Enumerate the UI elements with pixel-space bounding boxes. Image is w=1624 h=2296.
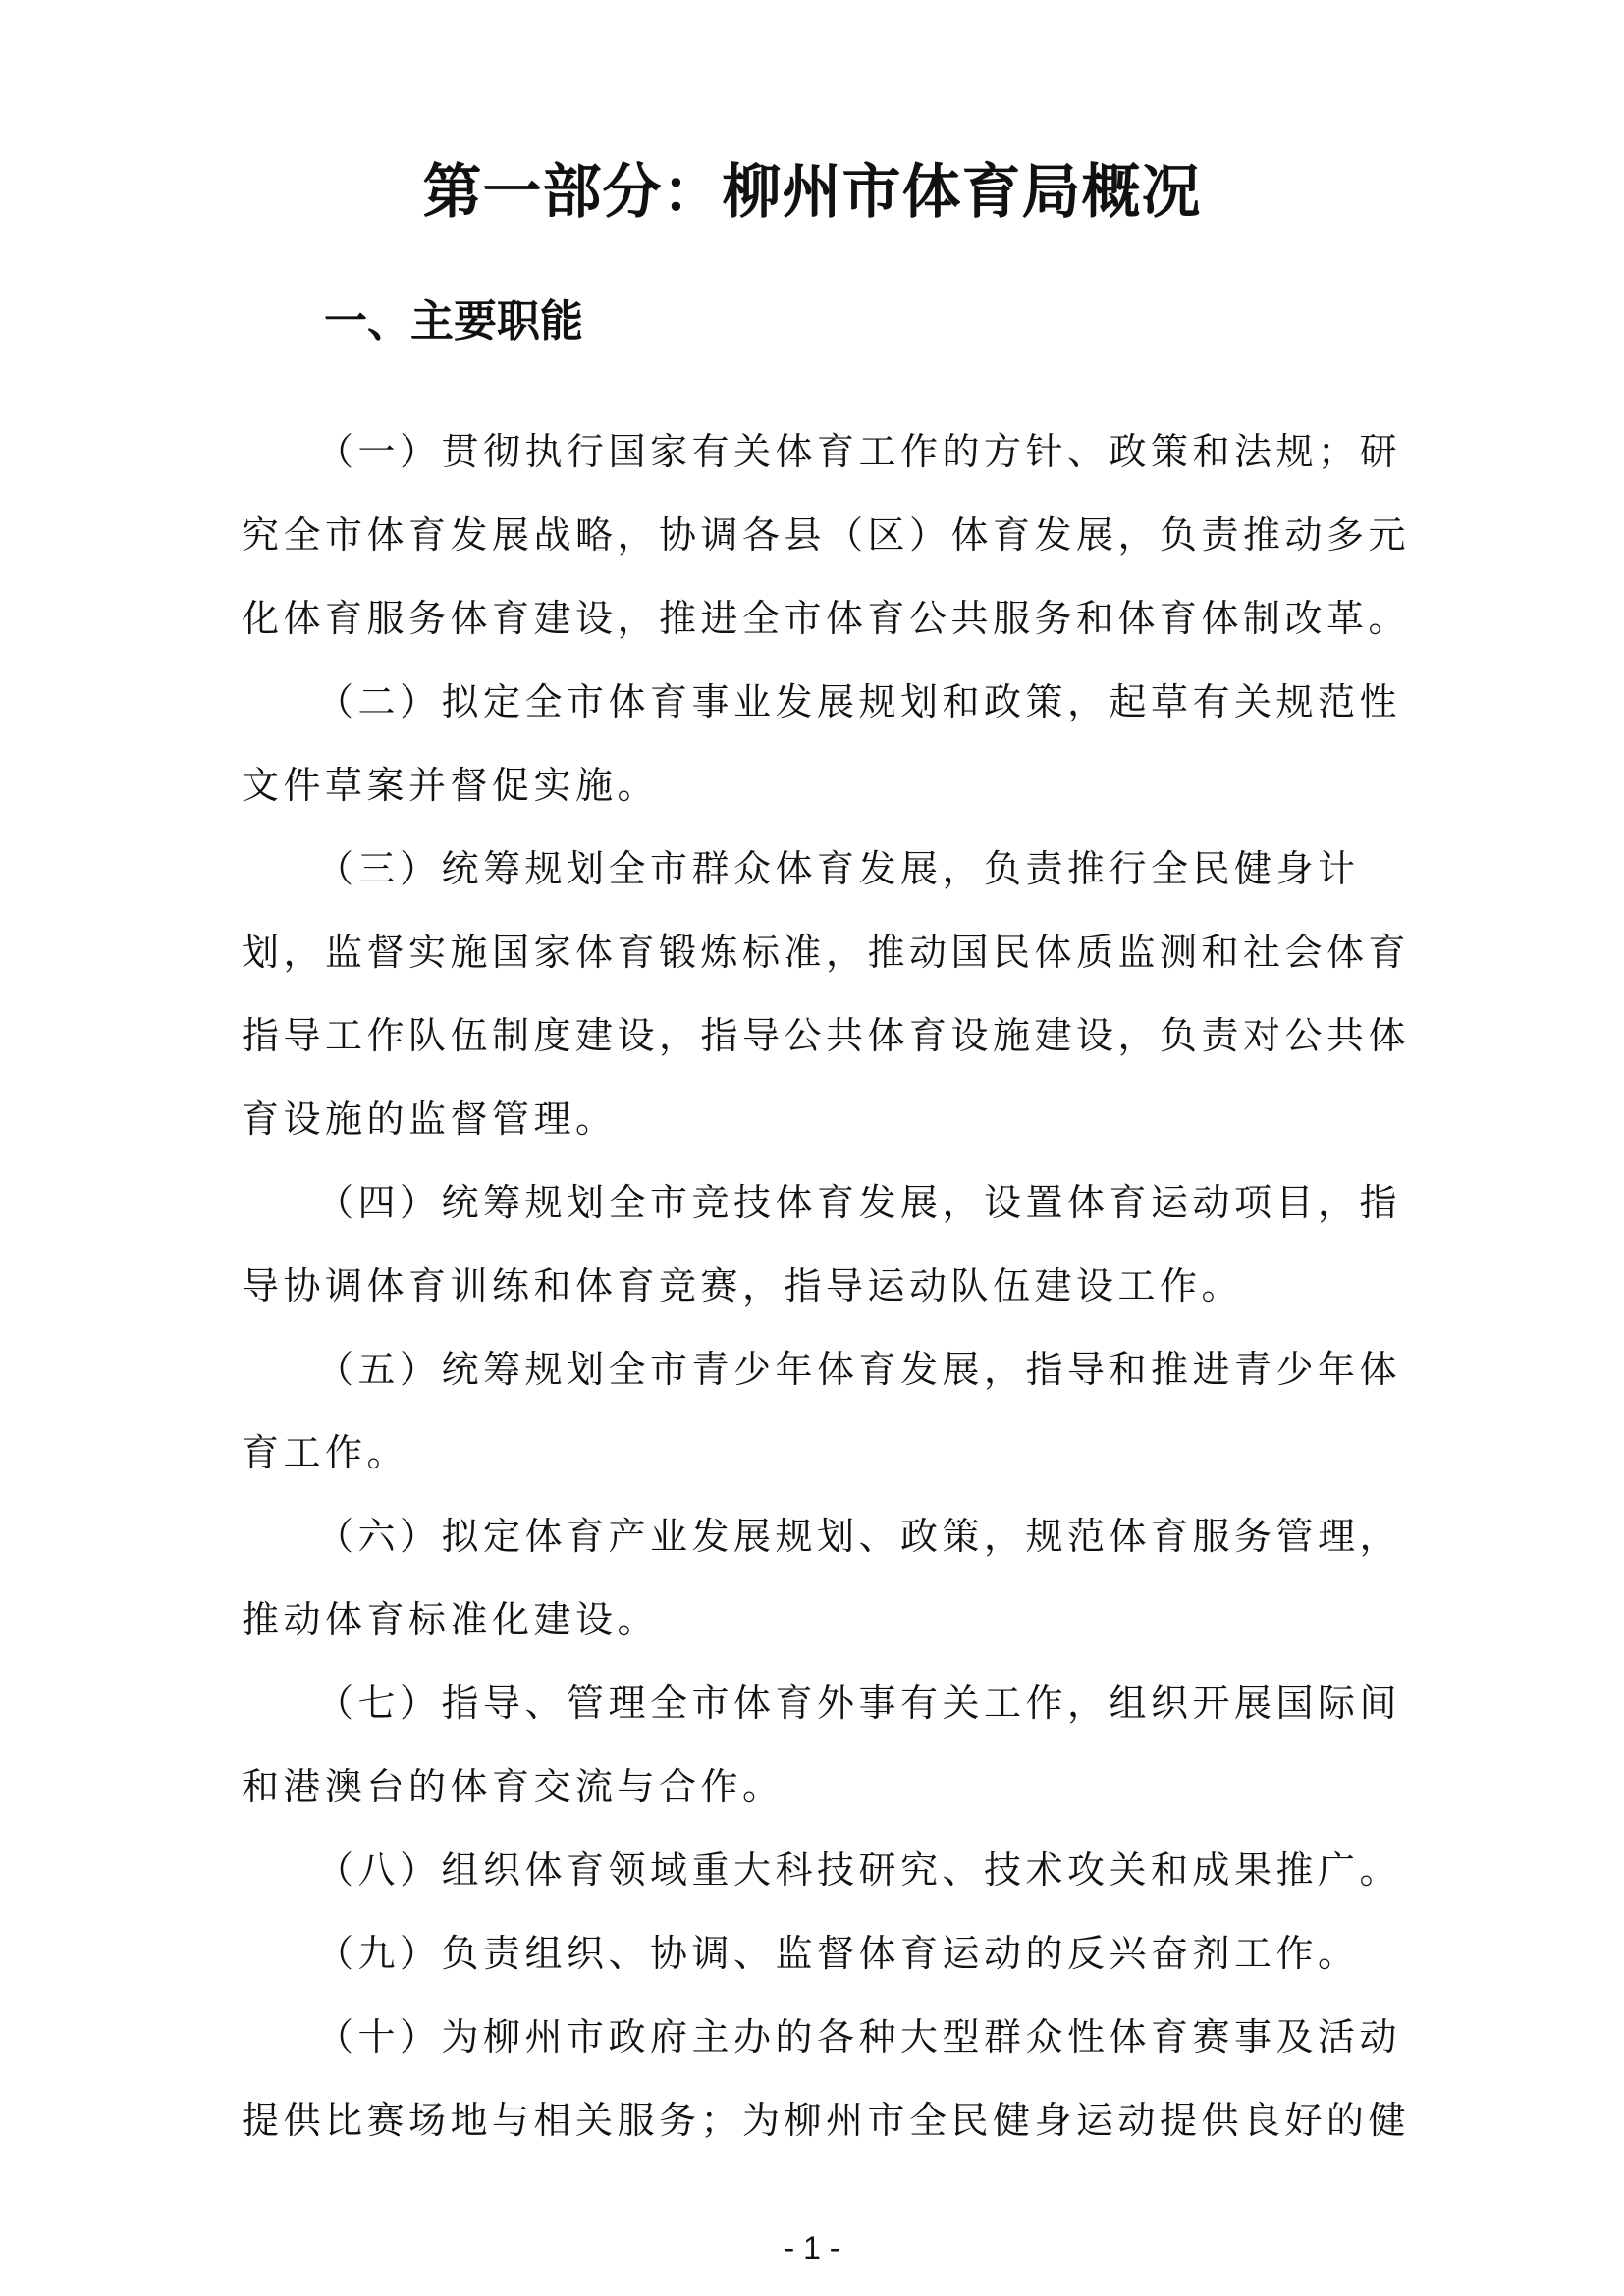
section-heading: 一、主要职能 (324, 296, 583, 347)
paragraph-6: （六）拟定体育产业发展规划、政策，规范体育服务管理，推动体育标准化建设。 (242, 1515, 1402, 1641)
paragraph-8: （八）组织体育领域重大科技研究、技术攻关和成果推广。 (316, 1848, 1402, 1892)
page-number: - 1 - (784, 2230, 840, 2266)
paragraph-10: （十）为柳州市政府主办的各种大型群众性体育赛事及活动提供比赛场地与相关服务；为柳州市全民健身运动提供良好的健 (242, 2015, 1411, 2142)
body-text (242, 410, 1420, 2163)
paragraph-2: （二）拟定全市体育事业发展规划和政策，起草有关规范性文件草案并督促实施。 (242, 680, 1402, 807)
paragraph-3: （三）统筹规划全市群众体育发展，负责推行全民健身计划，监督实施国家体育锻炼标准，推动国民体质监测和社会体育指导工作队伍制度建设，指导公共体育设施建设，负责对公共体育设施的监督管理。 (242, 847, 1411, 1141)
paragraph-7: （七）指导、管理全市体育外事有关工作，组织开展国际间和港澳台的体育交流与合作。 (242, 1682, 1402, 1808)
paragraph-1: （一）贯彻执行国家有关体育工作的方针、政策和法规；研究全市体育发展战略，协调各县（区）体育发展，负责推动多元化体育服务体育建设，推进全市体育公共服务和体育体制改革。 (242, 430, 1411, 640)
paragraph-9: （九）负责组织、协调、监督体育运动的反兴奋剂工作。 (316, 1932, 1360, 1975)
paragraph-4: （四）统筹规划全市竞技体育发展，设置体育运动项目，指导协调体育训练和体育竞赛，指导运动队伍建设工作。 (242, 1181, 1402, 1308)
page-title: 第一部分：柳州市体育局概况 (422, 158, 1202, 227)
paragraph-5: （五）统筹规划全市青少年体育发展，指导和推进青少年体育工作。 (242, 1348, 1402, 1474)
